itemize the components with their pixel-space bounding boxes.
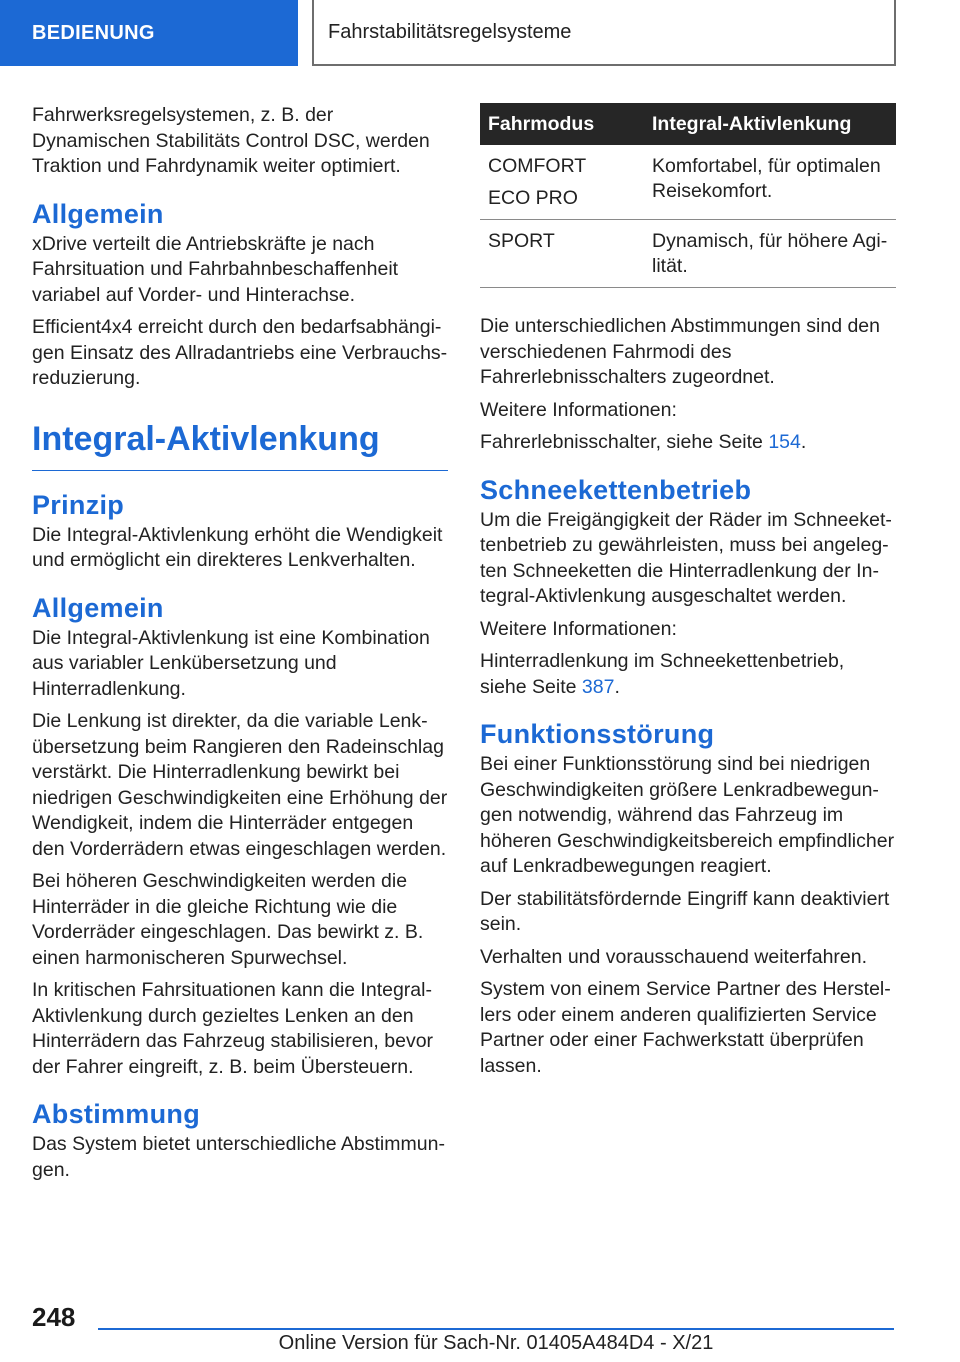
table-header-cell: Integral-Aktivlenkung: [644, 103, 896, 145]
paragraph: Weitere Informationen:: [480, 398, 677, 421]
paragraph: In kritischen Fahrsituationen kann die Integral-Aktivlenkung durch gezieltes Lenken an den Hinterrädern das Fahrzeug stabilisieren, bevor der Fahrer eingreift, z. B. beim Übersteuern.: [32, 979, 434, 1078]
footer-text: Online Version für Sach-Nr. 01405A484D4 - X/21: [278, 1332, 714, 1354]
page-header: [0, 0, 960, 66]
paragraph: Die Integral-Aktivlenkung erhöht die Wendigkeit und ermöglicht ein direkteres Lenkverhalten.: [32, 523, 443, 571]
heading-allgemein-xdrive: Allgemein: [32, 198, 164, 229]
table-cell-description: Dynamisch, für höhere Agilität.: [644, 220, 896, 288]
paragraph: Verhalten und vorausschauend weiterfahren.: [480, 945, 868, 968]
reference-text: Hinterradlenkung im Schneekettenbetrieb, siehe Seite: [480, 650, 845, 698]
page-number: 248: [32, 1302, 76, 1332]
table-header-cell: Fahrmodus: [480, 103, 644, 145]
page-footer: [0, 1290, 960, 1362]
heading-prinzip: Prinzip: [32, 489, 125, 520]
table-cell-mode: [480, 145, 644, 220]
paragraph: [480, 430, 896, 456]
mode-label: COMFORT: [488, 155, 587, 177]
footer-divider: [98, 1328, 894, 1330]
paragraph: Um die Freigängigkeit der Räder im Schneekettenbetrieb zu gewährleisten, muss bei angelegten Schneeketten die Hinterradlenkung der Integral-Aktivlenkung ausgeschaltet werden.: [480, 508, 892, 607]
chapter-title: Fahrstabilitätsregelsysteme: [312, 0, 896, 66]
table-cell-mode: [480, 220, 644, 288]
heading-abstimmung: Abstimmung: [32, 1099, 200, 1129]
left-column: [32, 103, 448, 1190]
paragraph: Efficient4x4 erreicht durch den bedarfsabhängigen Einsatz des Allradantriebs eine Verbrauchsreduzierung.: [32, 316, 448, 389]
heading-funktionsstoerung: Funktionsstörung: [480, 719, 715, 749]
paragraph: Weitere Informationen:: [480, 617, 677, 640]
table-row: [480, 220, 896, 288]
paragraph: Die Integral-Aktivlenkung ist eine Kombination aus variabler Lenkübersetzung und Hinterradlenkung.: [32, 626, 430, 700]
heading-schneekettenbetrieb: Schneekettenbetrieb: [480, 474, 752, 505]
heading-allgemein-lenkung: Allgemein: [32, 592, 164, 623]
paragraph: System von einem Service Partner des Herstellers oder einem anderen qualifizierten Service Partner oder einer Fachwerkstatt überprüfen lassen.: [480, 978, 891, 1077]
table-cell-description: Komfortabel, für optimalen Reisekomfort.: [644, 145, 896, 220]
table-row: [480, 145, 896, 220]
section-tab: BEDIENUNG: [0, 0, 298, 66]
intro-paragraph: Fahrwerksregelsystemen, z. B. der Dynamischen Stabilitäts Control DSC, werden Traktion und Fahrdynamik weiter optimiert.: [32, 104, 430, 177]
paragraph: Die unterschiedlichen Abstimmungen sind den verschiedenen Fahrmodi des Fahrerlebnisschalters zugeordnet.: [480, 315, 880, 388]
paragraph: Bei einer Funktionsstörung sind bei niedrigen Geschwindigkeiten größere Lenkradbewegungen notwendig, während das Fahrzeug im höheren Geschwindigkeitsbereich empfindlicher auf Lenkradbewegungen reagiert.: [480, 753, 895, 877]
paragraph: xDrive verteilt die Antriebskräfte je nach Fahrsituation und Fahrbahnbeschaffenheit variabel auf Vorder- und Hinterachse.: [32, 232, 399, 306]
drive-mode-table: [480, 103, 896, 288]
page-reference-link[interactable]: 387: [581, 675, 615, 698]
main-heading: Integral-Aktivlenkung: [32, 418, 448, 471]
mode-label: ECO PRO: [488, 187, 578, 209]
paragraph: [480, 649, 896, 700]
paragraph: Bei höheren Geschwindigkeiten werden die Hinterräder in die gleiche Richtung wie die Vorderräder eingeschlagen. Das bewirkt z. B. einen harmonischeren Spurwechsel.: [32, 870, 424, 969]
punctuation: .: [800, 431, 807, 453]
punctuation: .: [614, 675, 620, 698]
right-column: [480, 103, 896, 1086]
mode-label: SPORT: [488, 230, 555, 252]
table-header-row: [480, 103, 896, 145]
paragraph: Das System bietet unterschiedliche Abstimmungen.: [32, 1133, 445, 1181]
paragraph: Die Lenkung ist direkter, da die variable Lenkübersetzung beim Rangieren den Radeinschlag verstärkt. Die Hinterradlenkung bewirkt bei niedrigen Geschwindigkeiten eine Erhöhung der Wendigkeit, indem die Hinterräder entgegen den Vorderrädern etwas eingeschlagen werden.: [32, 710, 448, 860]
paragraph: Der stabilitätsfördernde Eingriff kann deaktiviert sein.: [480, 887, 890, 935]
reference-text: Fahrerlebnisschalter, siehe Seite: [480, 431, 769, 453]
page-reference-link[interactable]: 154: [768, 431, 801, 453]
